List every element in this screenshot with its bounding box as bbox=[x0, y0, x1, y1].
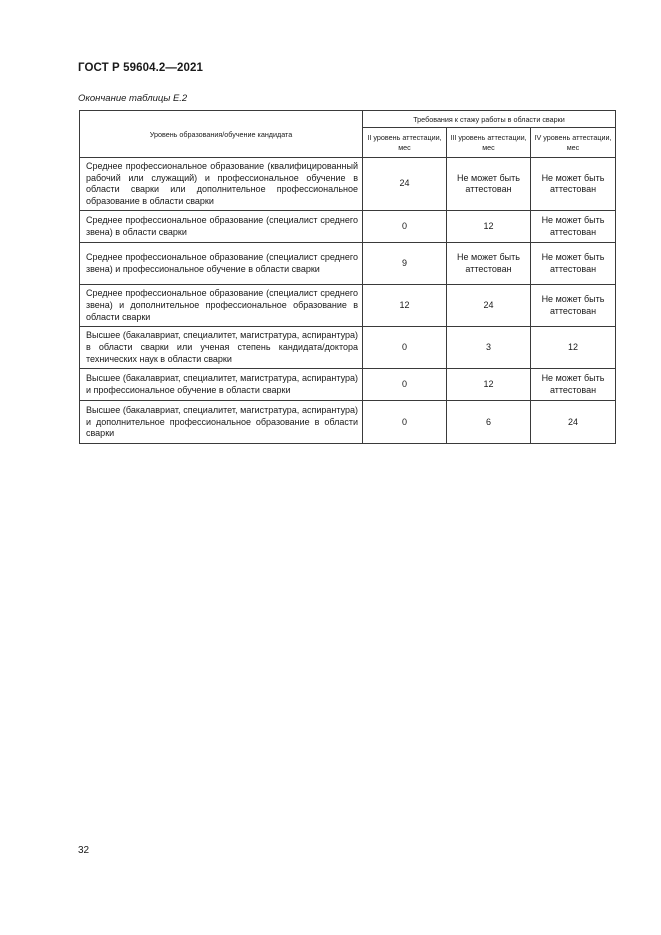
header-level-4: IV уровень аттестации, мес bbox=[531, 128, 616, 158]
cell-level-3: 12 bbox=[447, 211, 531, 243]
cell-level-2: 0 bbox=[363, 211, 447, 243]
cell-level-4: Не может быть аттестован bbox=[531, 369, 616, 401]
document-code: ГОСТ Р 59604.2—2021 bbox=[78, 62, 203, 74]
cell-level-4: Не может быть аттестован bbox=[531, 285, 616, 327]
cell-level-2: 0 bbox=[363, 369, 447, 401]
cell-education: Высшее (бакалавриат, специалитет, магистратура, аспирантура) и дополнительное профессиональное образование в области сварки bbox=[80, 401, 363, 444]
cell-education: Среднее профессиональное образование (специалист среднего звена) и дополнительное профессиональное образование в области сварки bbox=[80, 285, 363, 327]
table-row bbox=[80, 369, 616, 401]
cell-level-3: Не может быть аттестован bbox=[447, 158, 531, 211]
cell-level-4: Не может быть аттестован bbox=[531, 243, 616, 285]
cell-level-2: 9 bbox=[363, 243, 447, 285]
cell-level-2: 0 bbox=[363, 401, 447, 444]
cell-level-4: Не может быть аттестован bbox=[531, 211, 616, 243]
table-row bbox=[80, 211, 616, 243]
table-row bbox=[80, 285, 616, 327]
cell-level-2: 0 bbox=[363, 327, 447, 369]
cell-education: Среднее профессиональное образование (специалист среднего звена) в области сварки bbox=[80, 211, 363, 243]
table-row bbox=[80, 243, 616, 285]
cell-level-4: 12 bbox=[531, 327, 616, 369]
cell-level-3: 12 bbox=[447, 369, 531, 401]
cell-level-3: Не может быть аттестован bbox=[447, 243, 531, 285]
table-row bbox=[80, 401, 616, 444]
table-row bbox=[80, 327, 616, 369]
requirements-table bbox=[79, 110, 616, 444]
page-number: 32 bbox=[78, 845, 90, 856]
cell-level-3: 6 bbox=[447, 401, 531, 444]
cell-level-3: 24 bbox=[447, 285, 531, 327]
header-level-2: II уровень аттестации, мес bbox=[363, 128, 447, 158]
header-education: Уровень образования/обучение кандидата bbox=[80, 111, 363, 158]
cell-education: Высшее (бакалавриат, специалитет, магистратура, аспирантура) в области сварки или ученая степень кандидата/доктора технических наук в области сварки bbox=[80, 327, 363, 369]
cell-education: Высшее (бакалавриат, специалитет, магистратура, аспирантура) и профессиональное обучение в области сварки bbox=[80, 369, 363, 401]
cell-level-3: 3 bbox=[447, 327, 531, 369]
cell-level-2: 12 bbox=[363, 285, 447, 327]
table-caption: Окончание таблицы Е.2 bbox=[78, 93, 188, 104]
cell-education: Среднее профессиональное образование (специалист среднего звена) и профессиональное обучение в области сварки bbox=[80, 243, 363, 285]
header-experience-group: Требования к стажу работы в области сварки bbox=[363, 111, 616, 128]
table-row bbox=[80, 158, 616, 211]
cell-education: Среднее профессиональное образование (квалифицированный рабочий или служащий) и профессиональное обучение в области сварки или дополнительное профессиональное образование в области сварки bbox=[80, 158, 363, 211]
header-level-3: III уровень аттестации, мес bbox=[447, 128, 531, 158]
cell-level-4: 24 bbox=[531, 401, 616, 444]
cell-level-4: Не может быть аттестован bbox=[531, 158, 616, 211]
cell-level-2: 24 bbox=[363, 158, 447, 211]
